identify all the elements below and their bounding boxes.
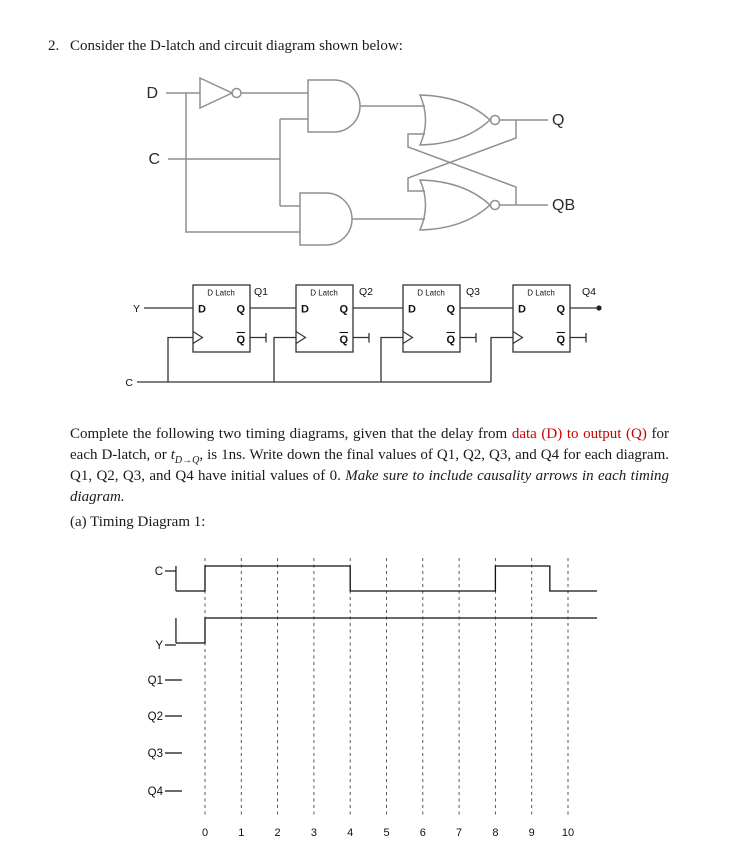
- x-tick-label-9: 9: [528, 827, 535, 839]
- qb-output-label: QB: [552, 197, 576, 214]
- q4-wire-terminal: [596, 305, 601, 310]
- signal-label-Y: Y: [155, 640, 163, 652]
- stage-label-q3: Q3: [465, 286, 481, 298]
- dlatch-gate-circuit: [128, 60, 598, 265]
- nor-gate-top: [420, 95, 548, 145]
- para-italic-note: Make sure to include causality arrows in each timing diagram.: [70, 468, 669, 505]
- para-intro: Complete the following two timing diagrams, given that the delay from: [70, 426, 512, 442]
- d-input-label: D: [146, 85, 158, 102]
- dlatch-box-2: [296, 285, 353, 352]
- signal-label-Q1: Q1: [147, 675, 163, 687]
- dlatch-chain-circuit: [100, 275, 620, 397]
- c-input-label: C: [148, 151, 160, 168]
- problem-number: 2.: [48, 38, 60, 54]
- dlatch-q-pin-label: Q: [446, 303, 455, 316]
- instructions-paragraph: [70, 424, 669, 508]
- signal-label-C: C: [154, 566, 163, 578]
- x-tick-label-10: 10: [561, 827, 575, 839]
- problem-title: [48, 38, 708, 55]
- x-tick-label-0: 0: [201, 827, 209, 839]
- problem-title-text: Consider the D-latch and circuit diagram shown below:: [70, 38, 403, 54]
- dlatch-box-1: [193, 285, 250, 352]
- dlatch-d-pin-label: D: [301, 303, 309, 316]
- para-rest: , is 1ns. Write down the final values of Q1, Q2, Q3, and Q4 for each diagram. Q1, Q2, Q3, and Q4 have initial values of 0.: [70, 447, 669, 484]
- dlatch-qbar-pin-label: Q: [446, 334, 455, 346]
- dlatch-q-pin-label: Q: [236, 303, 245, 316]
- dlatch-title: D Latch: [310, 288, 338, 298]
- dlatch-q-pin-label: Q: [339, 303, 348, 316]
- stage-label-q4: Q4: [581, 286, 597, 298]
- dlatch-d-pin-label: D: [518, 303, 526, 316]
- dlatch-d-pin-label: D: [198, 303, 206, 316]
- para-red-text: data (D) to output (Q): [511, 426, 647, 442]
- dlatch-title: D Latch: [207, 288, 235, 298]
- dlatch-title: D Latch: [527, 288, 555, 298]
- dlatch-box-4: [513, 285, 570, 352]
- delay-symbol-subscript: D→Q: [174, 455, 200, 466]
- dlatch-title: D Latch: [417, 288, 445, 298]
- x-tick-label-7: 7: [456, 827, 463, 839]
- dlatch-d-pin-label: D: [408, 303, 416, 316]
- and-gate-top: [308, 80, 425, 132]
- x-tick-label-8: 8: [492, 827, 499, 839]
- x-tick-label-6: 6: [419, 827, 426, 839]
- dlatch-qbar-pin-label: Q: [236, 334, 245, 346]
- signal-label-Q3: Q3: [147, 748, 163, 760]
- not-gate: [200, 78, 308, 108]
- dlatch-qbar-pin-label: Q: [556, 334, 565, 346]
- part-a-heading: (a) Timing Diagram 1:: [70, 514, 206, 530]
- c-clock-label: C: [125, 377, 133, 389]
- delay-symbol: t: [170, 447, 175, 463]
- signal-label-Q4: Q4: [147, 786, 163, 798]
- q-output-label: Q: [552, 112, 565, 129]
- x-tick-label-5: 5: [383, 827, 390, 839]
- dlatch-box-3: [403, 285, 460, 352]
- dlatch-q-pin-label: Q: [556, 303, 565, 316]
- x-tick-label-4: 4: [347, 827, 354, 839]
- dlatch-qbar-pin-label: Q: [339, 334, 348, 346]
- x-tick-label-3: 3: [310, 827, 317, 839]
- y-input-label: Y: [132, 303, 140, 315]
- x-tick-label-2: 2: [274, 827, 281, 839]
- para-mid: for each D-latch, or: [70, 426, 669, 463]
- signal-label-Q2: Q2: [147, 711, 163, 723]
- timing-diagram-1: [125, 548, 625, 848]
- stage-label-q2: Q2: [358, 286, 374, 298]
- nor-gate-bottom: [420, 180, 548, 230]
- and-gate-bottom: [300, 193, 425, 245]
- c-input-wires: [168, 119, 308, 206]
- x-tick-label-1: 1: [238, 827, 245, 839]
- stage-label-q1: Q1: [253, 286, 269, 298]
